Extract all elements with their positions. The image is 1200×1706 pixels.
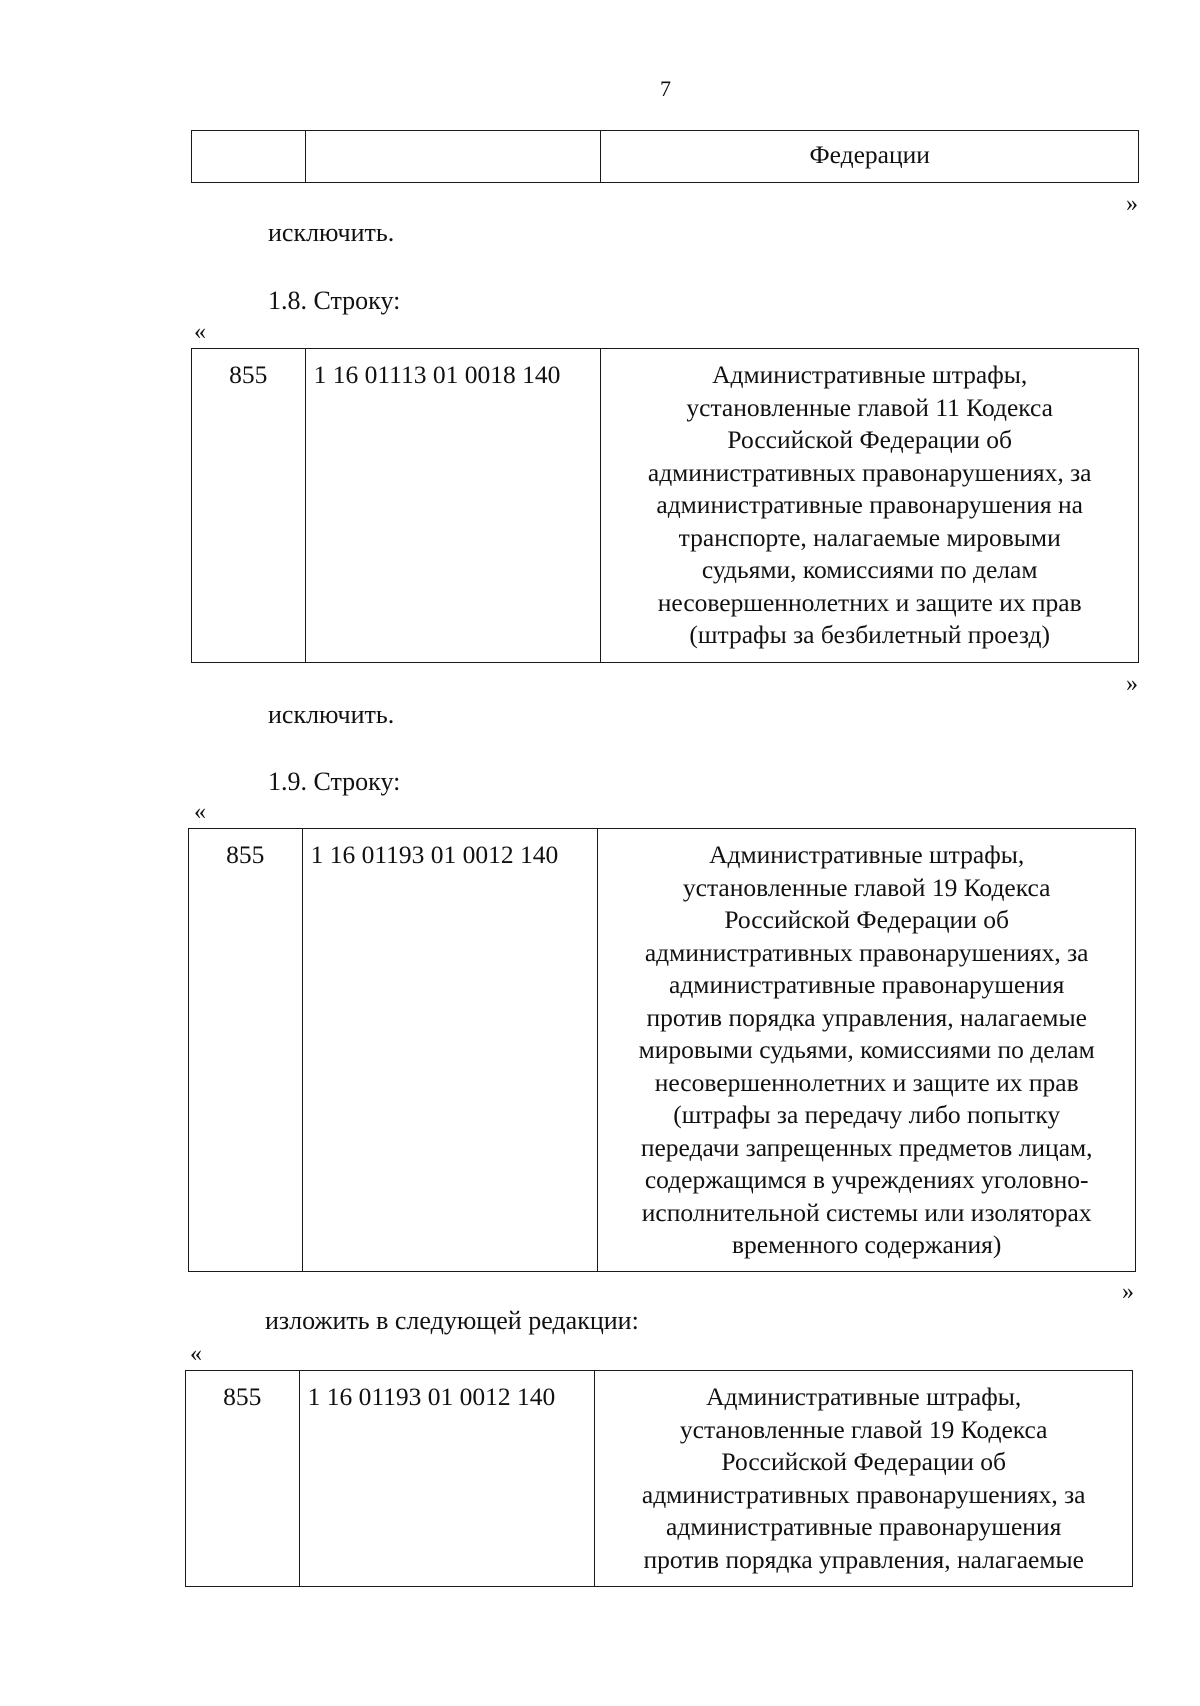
description-cell — [598, 829, 1136, 1272]
description-line: содержащимся в учреждениях уголовно- — [644, 1165, 1089, 1194]
description-line: Российской Федерации об — [724, 905, 1009, 934]
open-quote: « — [194, 799, 206, 825]
description-cell — [595, 1371, 1133, 1587]
section-1-9-title: 1.9. Строку: — [268, 767, 401, 796]
description-line: Российской Федерации об — [727, 425, 1012, 454]
description-line: (штрафы за безбилетный проезд) — [689, 620, 1050, 649]
description-line: несовершеннолетних и защите их прав — [657, 587, 1082, 617]
description-line: административных правонарушениях, за — [647, 457, 1092, 487]
description-line: транспорте, налагаемые мировыми — [678, 522, 1061, 552]
table-row-1-8 — [191, 348, 1139, 663]
description-line: Российской Федерации об — [721, 1447, 1006, 1476]
page-number: 7 — [660, 76, 671, 101]
description-line: Административные штрафы, — [712, 360, 1028, 389]
description-line: административные правонарушения на — [656, 490, 1084, 519]
admin-code-cell: 855 — [186, 1371, 300, 1587]
exclude-text: исключить. — [268, 218, 395, 247]
redact-text: изложить в следующей редакции: — [265, 1306, 639, 1335]
exclude-text: исключить. — [268, 700, 395, 729]
table-continuation — [191, 130, 1139, 183]
description-line: исполнительной системы или изоляторах — [641, 1197, 1092, 1227]
close-quote: » — [1126, 671, 1138, 697]
table-row-new-redaction — [185, 1370, 1133, 1587]
description-cell — [601, 349, 1139, 663]
description-line: административные правонарушения — [666, 1512, 1062, 1541]
description-line: передачи запрещенных предметов лицам, — [640, 1132, 1093, 1162]
description-line: Федерации — [809, 140, 930, 169]
kbk-code-cell — [305, 131, 601, 183]
description-line: временного содержания) — [731, 1230, 1002, 1259]
admin-code-cell — [192, 131, 306, 183]
table-row — [189, 829, 1136, 1272]
description-line: (штрафы за передачу либо попытку — [673, 1100, 1061, 1129]
description-line: административных правонарушениях, за — [641, 1479, 1086, 1509]
kbk-code-cell: 1 16 01193 01 0012 140 — [299, 1371, 595, 1587]
description-line: административных правонарушениях, за — [644, 937, 1089, 967]
table-row — [192, 131, 1139, 183]
description-line: мировыми судьями, комиссиями по делам — [638, 1035, 1095, 1064]
description-line: несовершеннолетних и защите их прав — [654, 1067, 1079, 1097]
description-cell — [601, 131, 1139, 183]
kbk-code-cell: 1 16 01113 01 0018 140 — [305, 349, 601, 663]
description-line: против порядка управления, налагаемые — [646, 1002, 1087, 1032]
close-quote: » — [1122, 1279, 1134, 1305]
open-quote: « — [194, 319, 206, 345]
description-line: против порядка управления, налагаемые — [643, 1544, 1084, 1574]
admin-code-cell: 855 — [189, 829, 303, 1272]
description-line: установленные главой 19 Кодекса — [682, 872, 1051, 902]
description-line: Административные штрафы, — [706, 1382, 1022, 1411]
description-line: Административные штрафы, — [709, 840, 1025, 869]
description-line: установленные главой 19 Кодекса — [679, 1414, 1048, 1444]
close-quote: » — [1126, 191, 1138, 217]
table-row-1-9 — [188, 828, 1136, 1272]
kbk-code-cell: 1 16 01193 01 0012 140 — [302, 829, 598, 1272]
table-row — [192, 349, 1139, 663]
open-quote: « — [190, 1341, 202, 1367]
description-line: судьями, комиссиями по делам — [701, 555, 1038, 584]
table-row — [186, 1371, 1133, 1587]
description-line: административные правонарушения — [669, 970, 1065, 999]
description-line: установленные главой 11 Кодекса — [686, 392, 1053, 422]
section-1-8-title: 1.8. Строку: — [268, 286, 401, 315]
admin-code-cell: 855 — [192, 349, 306, 663]
